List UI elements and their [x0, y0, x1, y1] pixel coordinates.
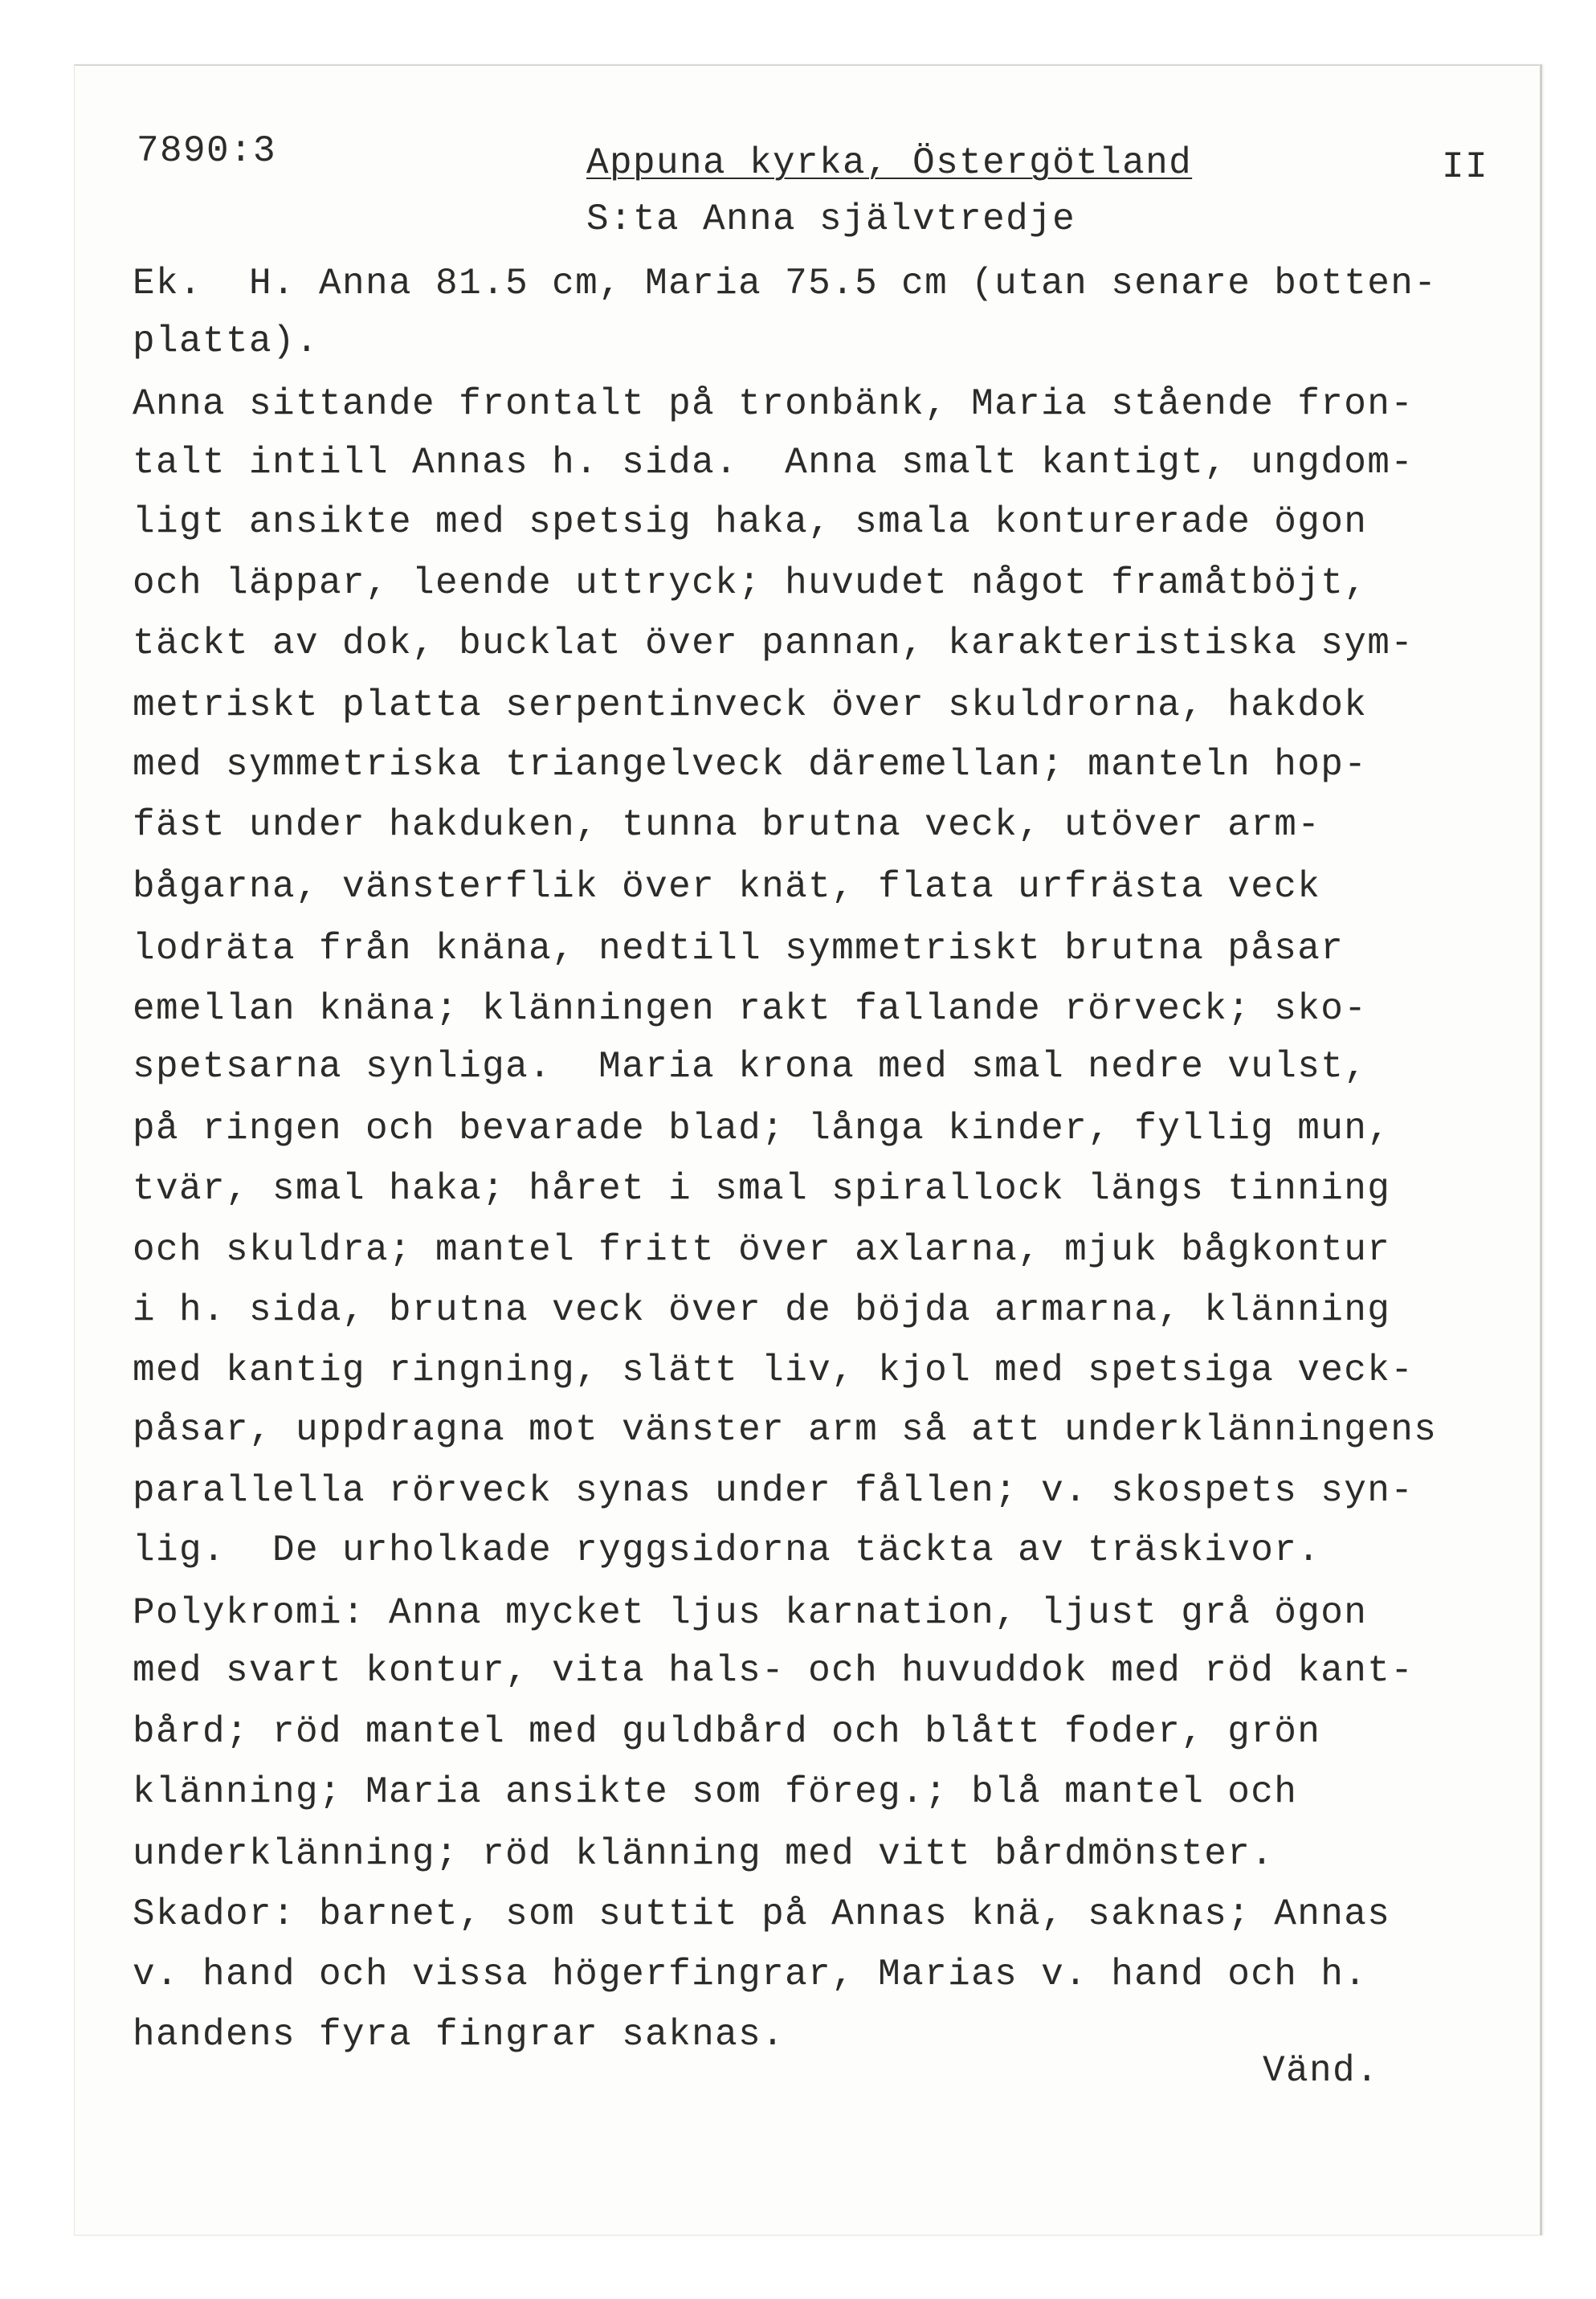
catalog-number: 7890:3	[137, 130, 277, 172]
body-line: parallella rörveck synas under fållen; v. skospets syn-	[133, 1470, 1414, 1512]
body-line: i h. sida, brutna veck över de böjda armarna, klänning	[133, 1289, 1391, 1331]
page-number: II	[1442, 146, 1489, 188]
card-title: Appuna kyrka, Östergötland	[586, 142, 1193, 184]
body-line: Skador: barnet, som suttit på Annas knä, saknas; Annas	[133, 1893, 1391, 1935]
body-line: och läppar, leende uttryck; huvudet något framåtböjt,	[133, 562, 1368, 604]
body-line: lodräta från knäna, nedtill symmetriskt brutna påsar	[133, 928, 1345, 970]
body-line: emellan knäna; klänningen rakt fallande rörveck; sko-	[133, 988, 1368, 1030]
body-line: bård; röd mantel med guldbård och blått foder, grön	[133, 1711, 1321, 1753]
body-line: med kantig ringning, slätt liv, kjol med spetsiga veck-	[133, 1350, 1414, 1391]
body-line: klänning; Maria ansikte som föreg.; blå mantel och	[133, 1771, 1298, 1813]
body-line: påsar, uppdragna mot vänster arm så att underklänningens	[133, 1409, 1438, 1451]
body-line: på ringen och bevarade blad; långa kinder, fyllig mun,	[133, 1108, 1391, 1150]
body-line: fäst under hakduken, tunna brutna veck, utöver arm-	[133, 804, 1321, 846]
body-line: platta).	[133, 321, 320, 362]
body-line: spetsarna synliga. Maria krona med smal nedre vulst,	[133, 1046, 1368, 1088]
body-line: Ek. H. Anna 81.5 cm, Maria 75.5 cm (utan senare botten-	[133, 263, 1438, 304]
body-line: täckt av dok, bucklat över pannan, karakteristiska sym-	[133, 623, 1414, 664]
body-line: ligt ansikte med spetsig haka, smala konturerade ögon	[133, 501, 1368, 543]
card-subtitle: S:ta Anna självtredje	[586, 198, 1076, 240]
body-line: Anna sittande frontalt på tronbänk, Maria stående fron-	[133, 383, 1414, 425]
body-line: underklänning; röd klänning med vitt bårdmönster.	[133, 1833, 1275, 1875]
body-line: lig. De urholkade ryggsidorna täckta av träskivor.	[133, 1529, 1321, 1571]
body-line: tvär, smal haka; håret i smal spirallock längs tinning	[133, 1168, 1391, 1210]
body-line: med svart kontur, vita hals- och huvuddok med röd kant-	[133, 1650, 1414, 1692]
body-line: v. hand och vissa högerfingrar, Marias v. hand och h.	[133, 1954, 1368, 1995]
body-line: bågarna, vänsterflik över knät, flata urfrästa veck	[133, 866, 1321, 908]
body-line: talt intill Annas h. sida. Anna smalt kantigt, ungdom-	[133, 442, 1414, 484]
turn-over-note: Vänd.	[1263, 2050, 1380, 2092]
body-line: Polykromi: Anna mycket ljus karnation, ljust grå ögon	[133, 1592, 1368, 1634]
body-line: med symmetriska triangelveck däremellan; manteln hop-	[133, 744, 1368, 786]
body-line: och skuldra; mantel fritt över axlarna, mjuk bågkontur	[133, 1229, 1391, 1271]
body-line: handens fyra fingrar saknas.	[133, 2014, 786, 2056]
body-line: metriskt platta serpentinveck över skuldrorna, hakdok	[133, 684, 1368, 726]
